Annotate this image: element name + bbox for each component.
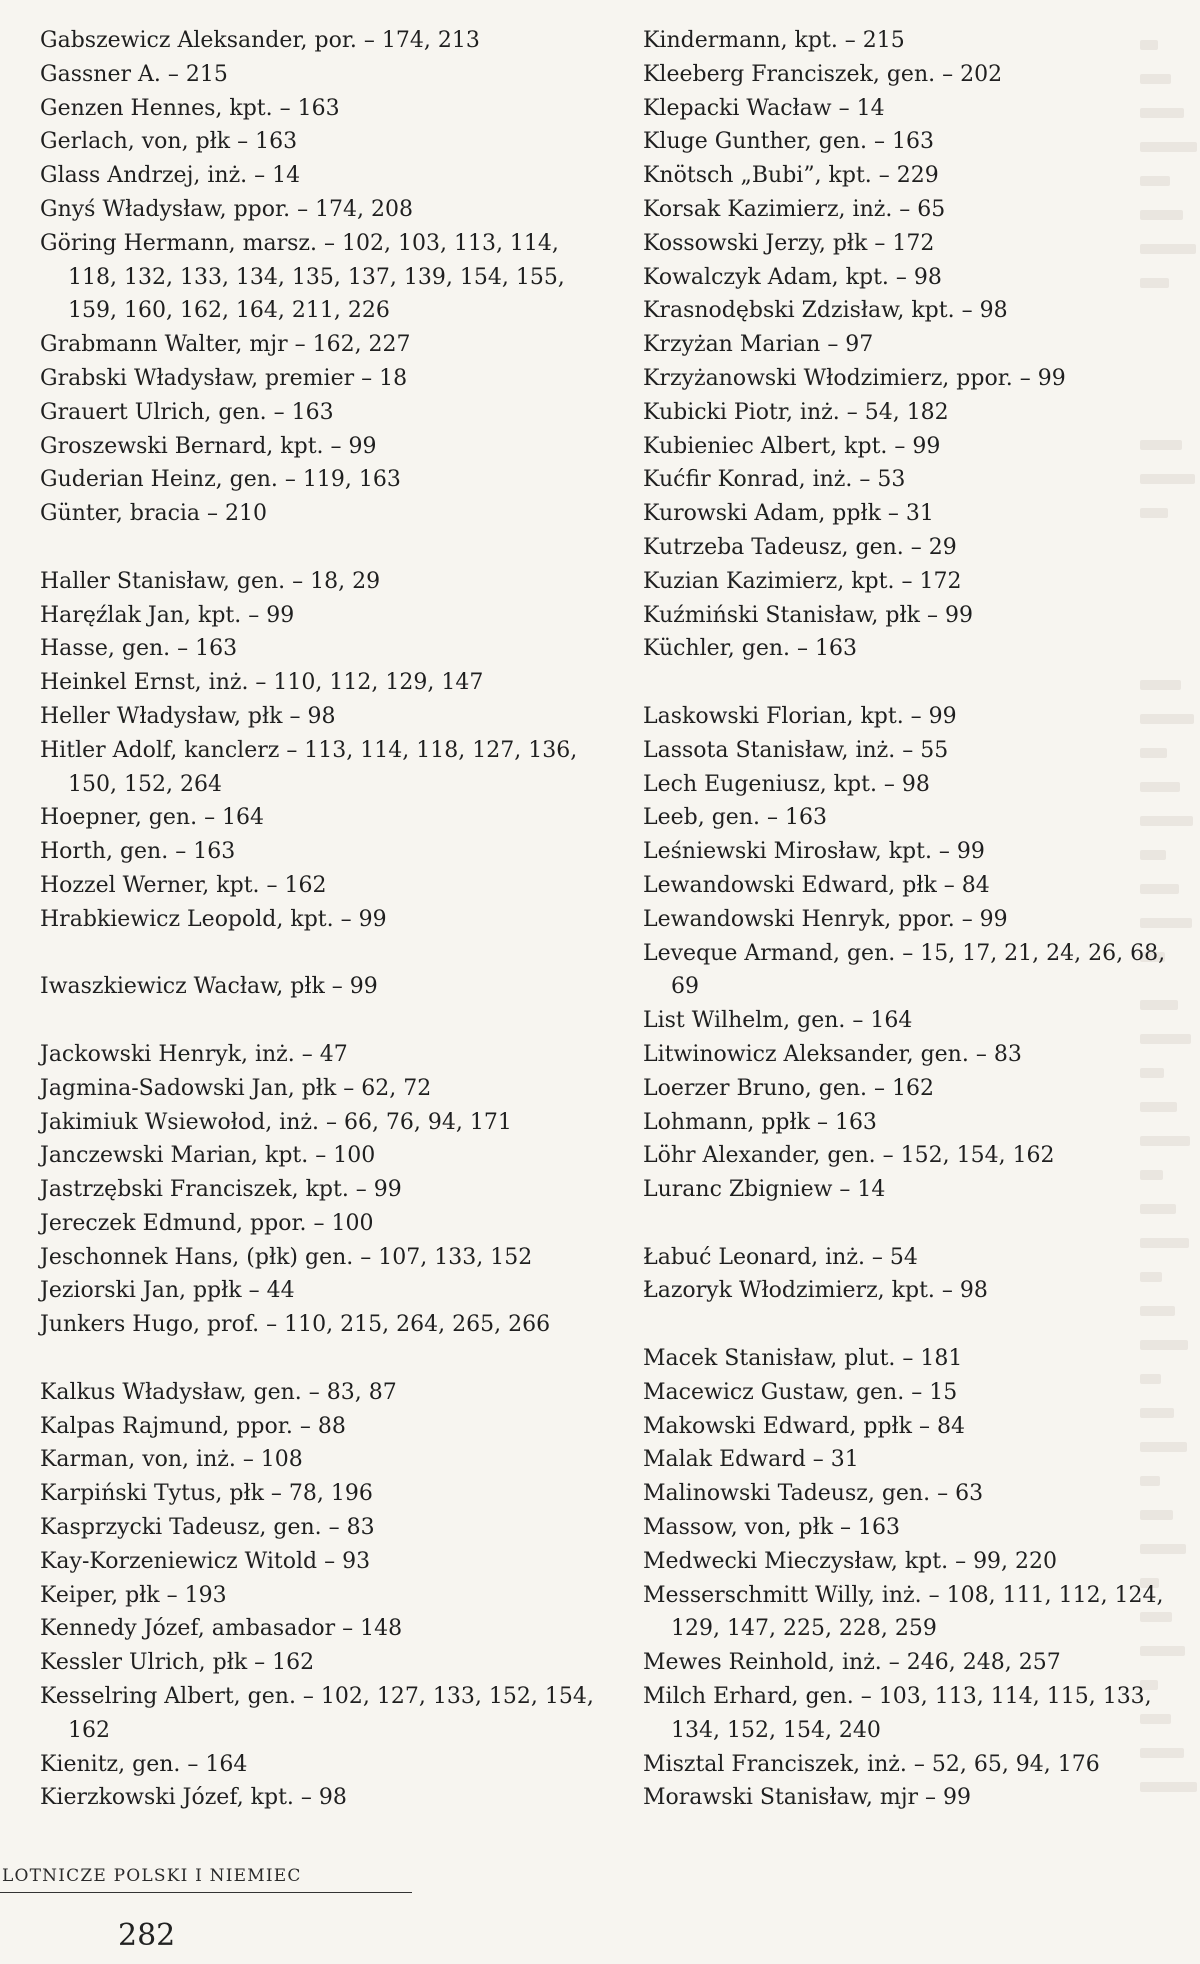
index-entry: Misztal Franciszek, inż. – 52, 65, 94, 176 (643, 1751, 1100, 1777)
index-entry: Guderian Heinz, gen. – 119, 163 (40, 467, 401, 493)
index-entry: Günter, bracia – 210 (40, 501, 268, 527)
index-entry: Leśniewski Mirosław, kpt. – 99 (643, 839, 985, 865)
index-entry: Krasnodębski Zdzisław, kpt. – 98 (643, 298, 1008, 324)
index-entry: Haręźlak Jan, kpt. – 99 (40, 602, 295, 628)
index-entry: Grabski Władysław, premier – 18 (40, 365, 408, 391)
index-entry: Kesselring Albert, gen. – 102, 127, 133, 152, 154, 162 (40, 1684, 594, 1743)
index-entry: Gnyś Władysław, ppor. – 174, 208 (40, 196, 414, 222)
index-entry: Jackowski Henryk, inż. – 47 (40, 1041, 348, 1067)
index-entry: Milch Erhard, gen. – 103, 113, 114, 115, 133, 134, 152, 154, 240 (643, 1684, 1152, 1743)
index-entry: Lech Eugeniusz, kpt. – 98 (643, 771, 930, 797)
index-entry: Knötsch „Bubi”, kpt. – 229 (643, 163, 939, 189)
index-entry: Lewandowski Henryk, ppor. – 99 (643, 906, 1008, 932)
index-column-right (643, 24, 1183, 1815)
index-entry: Laskowski Florian, kpt. – 99 (643, 703, 957, 729)
index-entry: Leeb, gen. – 163 (643, 805, 827, 831)
index-entry: Lassota Stanisław, inż. – 55 (643, 737, 949, 763)
letter-group-gap (40, 1004, 600, 1038)
index-entry: Kuźmiński Stanisław, płk – 99 (643, 602, 973, 628)
index-entry: Morawski Stanisław, mjr – 99 (643, 1785, 972, 1811)
index-entry: Massow, von, płk – 163 (643, 1515, 901, 1541)
index-entry: Lewandowski Edward, płk – 84 (643, 872, 990, 898)
index-entry: Krzyżan Marian – 97 (643, 332, 874, 358)
index-entry: Heinkel Ernst, inż. – 110, 112, 129, 147 (40, 670, 484, 696)
index-entry: Kienitz, gen. – 164 (40, 1751, 248, 1777)
index-entry: Kindermann, kpt. – 215 (643, 28, 905, 53)
index-entry: Łazoryk Włodzimierz, kpt. – 98 (643, 1278, 988, 1304)
index-entry: Kennedy Józef, ambasador – 148 (40, 1616, 403, 1642)
index-entry: Jeziorski Jan, ppłk – 44 (40, 1278, 295, 1304)
index-entry: Grauert Ulrich, gen. – 163 (40, 399, 334, 425)
running-title: LOTNICZE POLSKI I NIEMIEC (0, 1866, 412, 1893)
index-entry: Karman, von, inż. – 108 (40, 1447, 303, 1473)
index-entry: Kurowski Adam, ppłk – 31 (643, 501, 934, 527)
index-entry: Jereczek Edmund, ppor. – 100 (40, 1210, 374, 1236)
index-entry: Janczewski Marian, kpt. – 100 (40, 1143, 376, 1169)
index-entry: Jakimiuk Wsiewołod, inż. – 66, 76, 94, 171 (40, 1109, 512, 1135)
index-entry: Junkers Hugo, prof. – 110, 215, 264, 265, 266 (40, 1312, 551, 1338)
page-number: 282 (118, 1918, 176, 1953)
index-entry: Macek Stanisław, plut. – 181 (643, 1346, 963, 1372)
index-entry: Kierzkowski Józef, kpt. – 98 (40, 1785, 347, 1811)
index-entry: Iwaszkiewicz Wacław, płk – 99 (40, 974, 378, 1000)
index-entry: Heller Władysław, płk – 98 (40, 703, 336, 729)
index-entry: Krzyżanowski Włodzimierz, ppor. – 99 (643, 365, 1066, 391)
letter-group-gap (40, 937, 600, 971)
index-entry: Korsak Kazimierz, inż. – 65 (643, 196, 946, 222)
index-entry: Jeschonnek Hans, (płk) gen. – 107, 133, 152 (40, 1244, 533, 1270)
index-entry: Messerschmitt Willy, inż. – 108, 111, 112, 124, 129, 147, 225, 228, 259 (643, 1582, 1164, 1642)
index-entry: Leveque Armand, gen. – 15, 17, 21, 24, 26, 68, 69 (643, 940, 1166, 1000)
index-entry: Macewicz Gustaw, gen. – 15 (643, 1379, 958, 1405)
letter-group-gap (643, 1207, 1183, 1241)
letter-group-gap (40, 531, 600, 565)
index-entry: Kućfir Konrad, inż. – 53 (643, 467, 906, 493)
index-entry: Mewes Reinhold, inż. – 246, 248, 257 (643, 1650, 1061, 1676)
index-entry: Kessler Ulrich, płk – 162 (40, 1650, 315, 1676)
index-entry: Haller Stanisław, gen. – 18, 29 (40, 568, 381, 594)
index-entry: List Wilhelm, gen. – 164 (643, 1008, 913, 1034)
index-entry: Karpiński Tytus, płk – 78, 196 (40, 1481, 373, 1507)
index-entry: Kalkus Władysław, gen. – 83, 87 (40, 1379, 397, 1405)
index-entry: Gerlach, von, płk – 163 (40, 129, 298, 155)
index-entry: Horth, gen. – 163 (40, 839, 236, 865)
index-entry: Groszewski Bernard, kpt. – 99 (40, 433, 377, 459)
index-entry: Göring Hermann, marsz. – 102, 103, 113, 114, 118, 132, 133, 134, 135, 137, 139, 154, 155, 159, 160, 162, 164, 211, 226 (40, 230, 565, 324)
letter-group-gap (40, 1342, 600, 1376)
index-entry: Glass Andrzej, inż. – 14 (40, 163, 301, 189)
index-entry: Gabszewicz Aleksander, por. – 174, 213 (40, 28, 480, 53)
index-entry: Kubieniec Albert, kpt. – 99 (643, 433, 941, 459)
index-entry: Keiper, płk – 193 (40, 1582, 227, 1608)
index-column-left (40, 24, 600, 1815)
index-entry: Grabmann Walter, mjr – 162, 227 (40, 332, 411, 358)
index-entry: Łabuć Leonard, inż. – 54 (643, 1244, 918, 1270)
index-entry: Kasprzycki Tadeusz, gen. – 83 (40, 1515, 375, 1541)
index-entry: Kleeberg Franciszek, gen. – 202 (643, 61, 1003, 87)
index-entry: Hozzel Werner, kpt. – 162 (40, 872, 327, 898)
index-entry: Hoepner, gen. – 164 (40, 805, 265, 831)
index-entry: Gassner A. – 215 (40, 61, 228, 87)
index-entry: Hasse, gen. – 163 (40, 636, 238, 662)
index-entry: Hitler Adolf, kanclerz – 113, 114, 118, 127, 136, 150, 152, 264 (40, 737, 578, 797)
index-entry: Küchler, gen. – 163 (643, 636, 857, 662)
index-entry: Jastrzębski Franciszek, kpt. – 99 (40, 1177, 402, 1203)
index-entry: Makowski Edward, ppłk – 84 (643, 1413, 965, 1439)
index-entry: Hrabkiewicz Leopold, kpt. – 99 (40, 906, 387, 932)
index-entry: Lohmann, ppłk – 163 (643, 1109, 877, 1135)
index-entry: Loerzer Bruno, gen. – 162 (643, 1075, 935, 1101)
letter-group-gap (643, 1308, 1183, 1342)
letter-group-gap (643, 666, 1183, 700)
index-entry: Kossowski Jerzy, płk – 172 (643, 230, 935, 256)
index-entry: Kluge Gunther, gen. – 163 (643, 129, 935, 155)
index-entry: Malak Edward – 31 (643, 1447, 859, 1473)
index-entry: Kubicki Piotr, inż. – 54, 182 (643, 399, 949, 425)
index-entry: Medwecki Mieczysław, kpt. – 99, 220 (643, 1548, 1058, 1574)
index-entry: Luranc Zbigniew – 14 (643, 1177, 886, 1203)
index-entry: Litwinowicz Aleksander, gen. – 83 (643, 1041, 1022, 1067)
index-entry: Jagmina-Sadowski Jan, płk – 62, 72 (40, 1075, 432, 1101)
index-entry: Kowalczyk Adam, kpt. – 98 (643, 264, 942, 290)
index-entry: Kay-Korzeniewicz Witold – 93 (40, 1548, 371, 1574)
index-entry: Kuzian Kazimierz, kpt. – 172 (643, 568, 962, 594)
index-entry: Klepacki Wacław – 14 (643, 95, 885, 121)
index-entry: Malinowski Tadeusz, gen. – 63 (643, 1481, 984, 1507)
index-entry: Löhr Alexander, gen. – 152, 154, 162 (643, 1143, 1055, 1169)
index-entry: Genzen Hennes, kpt. – 163 (40, 95, 340, 121)
index-entry: Kutrzeba Tadeusz, gen. – 29 (643, 534, 957, 560)
index-entry: Kalpas Rajmund, ppor. – 88 (40, 1413, 346, 1439)
